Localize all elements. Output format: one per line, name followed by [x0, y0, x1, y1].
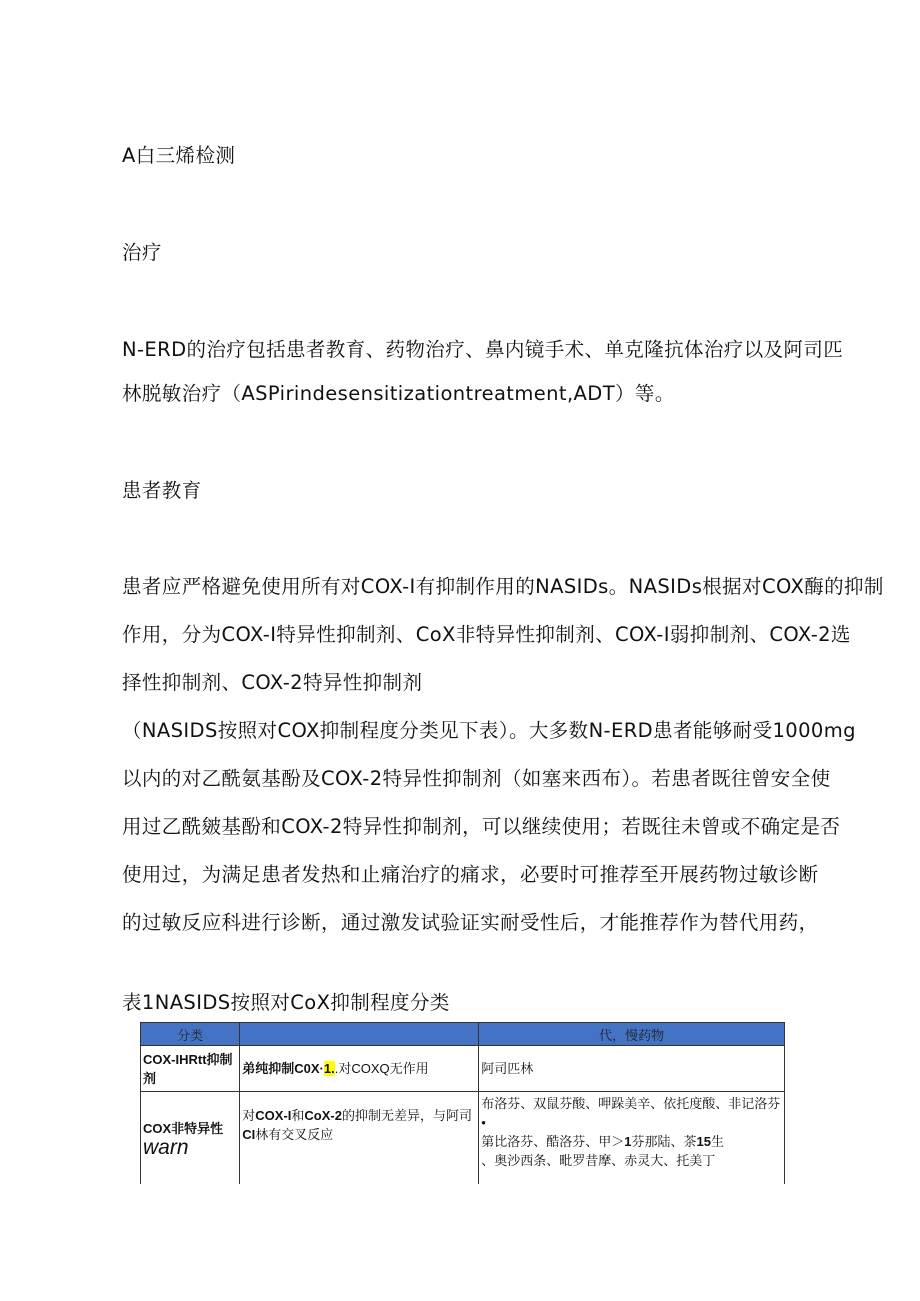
- paragraph-education-line-8: 的过敏反应科进行诊断，通过激发试验证实耐受性后，才能推荐作为替代用药，: [122, 911, 819, 934]
- row1-desc-b: .对COXQ无作用: [334, 1061, 429, 1076]
- row2-desc-e: 的抑制无差异，与阿司: [341, 1108, 472, 1123]
- row2-desc-b: COX-I: [255, 1108, 292, 1123]
- row2-category-warn: warn: [143, 1135, 189, 1159]
- row2-drugs-line-2e: 生: [711, 1134, 725, 1149]
- paragraph-treatment-line-1: N-ERD的治疗包括患者教育、药物治疗、鼻内镜手术、单克隆抗体治疗以及阿司匹: [122, 338, 844, 361]
- header-drugs: 代，慢药物: [479, 1023, 785, 1046]
- paragraph-education-line-1: 患者应严格避免使用所有对COX-I有抑制作用的NASIDs。NASIDs根据对COX酶的抑制: [122, 575, 884, 598]
- row2-drugs-line-2d: 15: [696, 1134, 711, 1149]
- table-row: [141, 1046, 785, 1092]
- table-header-row: [141, 1023, 785, 1046]
- row1-desc-a: 弟纯抑制C0X·: [242, 1061, 324, 1076]
- paragraph-education-line-4: （NASIDS按照对COX抑制程度分类见下表）。大多数N-ERD患者能够耐受1000mg: [122, 719, 856, 742]
- row1-category-text: COX-IHRtt抑制剂: [143, 1051, 233, 1086]
- row1-category: [141, 1046, 240, 1092]
- row2-desc-g: 林有交叉反应: [255, 1127, 334, 1142]
- row2-desc-a: 对: [242, 1108, 256, 1123]
- row1-drugs: 阿司匹林: [479, 1046, 785, 1092]
- row2-description: [240, 1092, 479, 1184]
- paragraph-education-line-5: 以内的对乙酰氨基酚及COX-2特异性抑制剂（如塞来西布）。若患者既往曾安全使: [122, 767, 831, 790]
- paragraph-education-line-2: 作用，分为COX-I特异性抑制剂、CoX非特异性抑制剂、COX-I弱抑制剂、COX-2选: [122, 623, 851, 646]
- paragraph-education-line-3: 择性抑制剂、COX-2特异性抑制剂: [122, 671, 423, 694]
- row2-drugs-line-3: 、奥沙西条、毗罗昔摩、赤灵大、托美丁: [481, 1153, 716, 1168]
- row2-desc-f: CI: [242, 1127, 256, 1142]
- row2-drugs-line-2: [481, 1132, 782, 1151]
- heading-leukotriene-test: A白三烯检测: [122, 144, 236, 167]
- paragraph-education-line-7: 使用过，为满足患者发热和止痛治疗的痛求，必要时可推荐至开展药物过敏诊断: [122, 863, 819, 886]
- row2-drugs-line-2b: 1: [624, 1134, 632, 1149]
- heading-treatment: 治疗: [122, 241, 162, 264]
- table-caption: 表1NASIDS按照对CoX抑制程度分类: [122, 991, 450, 1014]
- heading-patient-education: 患者教育: [122, 479, 202, 502]
- nsaid-classification-table: [140, 1022, 785, 1184]
- header-description: [240, 1023, 479, 1046]
- row2-drugs-line-1: 布洛芬、双鼠芬酸、呷跺美辛、依托度酸、非记洛芬•: [481, 1096, 781, 1130]
- paragraph-education-line-6: 用过乙酰皴基酚和COX-2特异性抑制剂，可以继续使用；若既往未曾或不确定是否: [122, 815, 841, 838]
- row2-category: [141, 1092, 240, 1184]
- row2-drugs-line-2a: 第比洛芬、酷洛芬、甲＞: [481, 1134, 625, 1149]
- row2-desc-d: CoX-2: [304, 1108, 342, 1123]
- row2-category-text: COX非特异性: [143, 1120, 224, 1136]
- header-category: 分类: [141, 1023, 240, 1046]
- row1-desc-highlight: 1.: [323, 1061, 335, 1076]
- paragraph-treatment-line-2: 林脱敏治疗（ASPirindesensitizationtreatment,ADT）等。: [122, 382, 675, 405]
- row2-drugs-line-2c: 芬那陆、茶: [631, 1134, 697, 1149]
- row2-drugs: [479, 1092, 785, 1184]
- table-row: [141, 1092, 785, 1184]
- row1-description: [240, 1046, 479, 1092]
- row2-desc-c: 和: [291, 1108, 305, 1123]
